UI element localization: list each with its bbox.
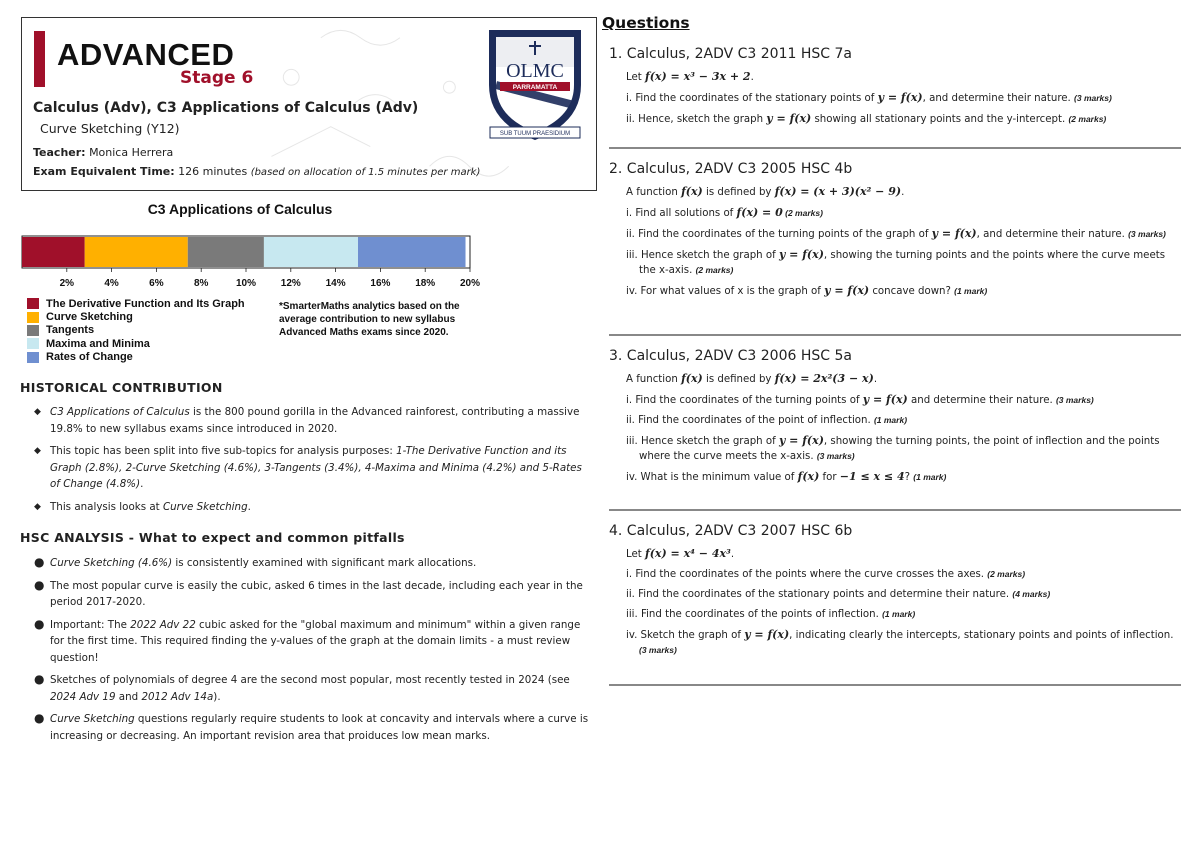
marks-label: (1 mark) [954, 286, 988, 296]
legend-swatch [27, 352, 39, 363]
chart-legend [27, 297, 245, 364]
part-text: Hence sketch the graph of [640, 250, 779, 261]
bar-segment [85, 237, 188, 267]
part-text: for [819, 472, 840, 483]
intro-text: is defined by [702, 374, 775, 385]
bullet-icon: ● [34, 616, 45, 631]
math-expression: f(x) = x³ − 3x + 2 [645, 70, 751, 83]
marks-label: (2 marks) [695, 265, 734, 275]
intro-text: . [873, 374, 878, 385]
part-label: i. [626, 93, 636, 104]
intro-text: Let [626, 72, 645, 83]
exam-time-note: (based on allocation of 1.5 minutes per mark) [250, 167, 481, 178]
math-expression: y = f(x) [862, 393, 908, 406]
x-tick-label: 12% [280, 278, 301, 289]
part-text: Find the coordinates of the points of inflection. [640, 609, 883, 620]
x-tick-label: 2% [59, 278, 75, 289]
x-tick-label: 16% [370, 278, 391, 289]
legend-item [27, 337, 245, 350]
list-item [34, 578, 594, 611]
question-title: 1. Calculus, 2ADV C3 2011 HSC 7a [609, 46, 852, 62]
subtopic-title: Curve Sketching (Y12) [40, 121, 180, 136]
question-part [609, 587, 1181, 602]
math-expression: f(x) = (x + 3)(x² − 9) [774, 185, 902, 198]
marks-label: (3 marks) [1128, 229, 1166, 239]
marks-label: (1 mark) [882, 609, 916, 619]
question-divider [609, 684, 1181, 686]
part-label: ii. [626, 589, 639, 600]
accent-bar [34, 31, 45, 87]
legend-item [27, 351, 245, 364]
math-expression: f(x) = 2x²(3 − x) [774, 372, 874, 385]
part-text: Find the coordinates of the point of inflection. [638, 415, 874, 426]
list-text: cubic asked for the "global maximum and minimum" within a given range for the first time. This required finding the y-values of the graph at the domain limits - a must review question! [50, 618, 581, 664]
question-intro [609, 371, 1181, 387]
crest-text: OLMC [506, 60, 564, 82]
emphasis-text: Curve Sketching [162, 500, 248, 513]
emphasis-text: 2012 Adv 14a [141, 690, 214, 703]
part-text: Sketch the graph of [640, 630, 745, 641]
hsc-heading: HSC ANALYSIS - What to expect and common pitfalls [20, 530, 405, 545]
question-title: 2. Calculus, 2ADV C3 2005 HSC 4b [609, 161, 853, 177]
bullet-icon: ● [34, 577, 45, 592]
legend-item [27, 310, 245, 323]
list-text: is the 800 pound gorilla in the Advanced rainforest, contributing a massive 19.8% to new syllabus exams since introduced in 2020. [50, 406, 580, 435]
legend-label: Tangents [46, 324, 95, 337]
x-tick-label: 10% [235, 278, 257, 289]
part-label: i. [626, 569, 636, 580]
questions-heading: Questions [602, 14, 690, 32]
part-text: Find the coordinates of the turning points of [635, 395, 863, 406]
exam-time-value: 126 minutes [178, 165, 248, 178]
math-expression: f(x) = x⁴ − 4x³ [645, 547, 731, 560]
part-text: Find all solutions of [635, 208, 737, 219]
list-text: Important: The [50, 618, 131, 631]
x-tick-label: 4% [104, 278, 119, 289]
list-text: This analysis looks at [50, 500, 163, 513]
intro-text: Let [626, 549, 645, 560]
question-block [609, 46, 1181, 132]
question-part [609, 469, 1181, 485]
part-text: , and determine their nature. [922, 93, 1075, 104]
math-expression: y = f(x) [744, 628, 790, 641]
x-tick-label: 8% [193, 278, 209, 289]
math-expression: y = f(x) [931, 227, 977, 240]
bullet-icon: ◆ [34, 501, 41, 512]
bullet-icon: ● [34, 555, 45, 569]
topic-title: Calculus (Adv), C3 Applications of Calculus (Adv) [33, 100, 419, 116]
question-part [609, 607, 1181, 622]
part-label: ii. [626, 229, 639, 240]
emphasis-text: Curve Sketching (4.6%) [50, 557, 173, 569]
question-part [609, 433, 1181, 464]
part-text: Hence sketch the graph of [640, 436, 779, 447]
part-label: i. [626, 208, 636, 219]
bullet-icon: ● [34, 711, 45, 725]
x-tick-label: 6% [149, 278, 164, 289]
list-text: The most popular curve is easily the cubic, asked 6 times in the last decade, including each year in the period 2017-2020. [50, 579, 583, 608]
list-item [34, 617, 594, 667]
bar-segment [188, 237, 264, 267]
intro-text: . [750, 72, 754, 83]
list-text: ). [213, 690, 221, 703]
part-text: Find the coordinates of the stationary points of [635, 93, 878, 104]
document-title: ADVANCED [57, 37, 235, 72]
x-tick-label: 20% [459, 278, 481, 289]
legend-label: Maxima and Minima [46, 337, 150, 350]
math-expression: y = f(x) [877, 91, 923, 104]
list-text: is consistently examined with significant mark allocations. [172, 557, 477, 569]
stage-label: Stage 6 [180, 68, 254, 88]
question-divider [609, 509, 1181, 511]
emphasis-text: 1-The Derivative Function and its Graph (2.8%), 2-Curve Sketching (4.6%), 3-Tangents (3.4%), 4-Maxima and Minima (4.2%) and 5-Rates of Change (4.8%) [50, 445, 582, 490]
crest-motto: SUB TUUM PRAESIDIUM [499, 131, 571, 137]
question-part [609, 247, 1181, 278]
bar-segment [358, 237, 466, 267]
marks-label: (3 marks) [639, 645, 677, 655]
intro-text: . [901, 187, 905, 198]
marks-label: (1 mark) [873, 415, 908, 425]
math-expression: f(x) [797, 470, 820, 483]
question-part [609, 413, 1181, 428]
list-text: and [115, 690, 142, 703]
math-expression: f(x) [681, 185, 703, 198]
part-text: ? [904, 472, 914, 483]
legend-label: Rates of Change [46, 351, 133, 364]
teacher-name: Monica Herrera [89, 146, 174, 159]
list-item [34, 404, 594, 437]
x-tick-label: 18% [415, 278, 436, 289]
bar-segment [22, 237, 85, 267]
part-text: What is the minimum value of [640, 472, 798, 483]
stacked-bar-chart [14, 224, 484, 294]
marks-label: (3 marks) [1074, 93, 1112, 103]
bullet-icon: ◆ [34, 407, 41, 417]
question-part [609, 205, 1181, 221]
school-crest-logo [486, 27, 584, 142]
bullet-icon: ◆ [34, 446, 41, 456]
list-item [34, 443, 594, 493]
legend-label: The Derivative Function and Its Graph [46, 297, 245, 310]
part-text: showing all stationary points and the y-intercept. [811, 114, 1069, 125]
marks-label: (2 marks) [1068, 114, 1107, 124]
emphasis-text: Curve Sketching [50, 713, 135, 725]
exam-time-label: Exam Equivalent Time: [33, 165, 175, 178]
bar-segment [264, 237, 358, 267]
list-item [34, 555, 594, 572]
chart-note: *SmarterMaths analytics based on the average contribution to new syllabus Advanced Maths exams since 2020. [279, 301, 460, 338]
part-text: , showing the turning points, the point of inflection and the points where the curve meets the x-axis. [639, 436, 1160, 462]
question-divider [609, 334, 1181, 336]
historical-list [34, 404, 594, 521]
question-block [609, 348, 1181, 490]
question-divider [609, 147, 1181, 149]
list-text: . [247, 500, 251, 513]
part-text: Find the coordinates of the turning points of the graph of [638, 229, 932, 240]
list-text: questions regularly require students to look at concavity and intervals where a curve is increasing or decreasing. An important revision area that proiduces low mean marks. [50, 713, 589, 742]
marks-label: (2 marks) [782, 208, 823, 218]
part-label: iii. [626, 250, 641, 261]
question-part [609, 111, 1181, 127]
legend-swatch [27, 312, 39, 323]
question-block [609, 523, 1181, 663]
math-expression: y = f(x) [766, 112, 812, 125]
hsc-list [34, 555, 594, 750]
part-text: , and determine their nature. [976, 229, 1129, 240]
emphasis-text: 2024 Adv 19 [50, 690, 116, 703]
legend-swatch [27, 338, 39, 349]
question-intro [609, 546, 1181, 562]
question-intro [609, 69, 1181, 85]
legend-item [27, 297, 245, 310]
crest-banner: PARRAMATTA [512, 84, 558, 91]
part-text: concave down? [869, 286, 955, 297]
exam-time-line [33, 165, 480, 178]
math-expression: y = f(x) [778, 434, 824, 447]
question-part [609, 567, 1181, 582]
emphasis-text: 2022 Adv 22 [130, 618, 196, 631]
marks-label: (1 mark) [913, 472, 947, 482]
math-expression: y = f(x) [778, 248, 824, 261]
intro-text: . [730, 549, 735, 560]
list-item [34, 499, 594, 516]
marks-label: (4 marks) [1012, 589, 1051, 599]
math-expression: f(x) [681, 372, 703, 385]
part-label: iii. [626, 436, 641, 447]
part-text: Find the coordinates of the points where the curve crosses the axes. [635, 569, 988, 580]
question-part [609, 627, 1181, 658]
math-expression: y = f(x) [824, 284, 870, 297]
list-text: . [140, 478, 144, 490]
question-part [609, 226, 1181, 242]
part-text: Hence, sketch the graph [638, 114, 767, 125]
legend-swatch [27, 325, 39, 336]
teacher-label: Teacher: [33, 146, 86, 159]
part-text: , indicating clearly the intercepts, stationary points and points of inflection. [789, 630, 1174, 641]
marks-label: (2 marks) [987, 569, 1026, 579]
historical-heading: HISTORICAL CONTRIBUTION [20, 380, 223, 395]
intro-text: A function [626, 374, 682, 385]
part-label: ii. [626, 114, 639, 125]
question-intro [609, 184, 1181, 200]
part-label: iv. [626, 630, 641, 641]
part-text: and determine their nature. [907, 395, 1056, 406]
list-text: Sketches of polynomials of degree 4 are the second most popular, most recently tested in 2024 (see [50, 674, 570, 686]
part-label: iii. [626, 609, 641, 620]
question-title: 3. Calculus, 2ADV C3 2006 HSC 5a [609, 348, 852, 364]
part-text: , showing the turning points and the points where the curve meets the x-axis. [639, 250, 1166, 276]
question-part [609, 392, 1181, 408]
part-label: iv. [626, 286, 641, 297]
legend-swatch [27, 298, 39, 309]
intro-text: is defined by [702, 187, 775, 198]
part-label: iv. [626, 472, 641, 483]
question-part [609, 90, 1181, 106]
x-tick-label: 14% [325, 278, 346, 289]
math-expression: f(x) = 0 [736, 206, 783, 219]
legend-item [27, 324, 245, 337]
chart-title: C3 Applications of Calculus [147, 201, 333, 217]
marks-label: (3 marks) [1055, 395, 1094, 405]
list-item [34, 672, 594, 705]
bullet-icon: ● [34, 672, 45, 686]
part-text: For what values of x is the graph of [640, 286, 825, 297]
list-item [34, 711, 594, 744]
intro-text: A function [626, 187, 682, 198]
part-label: i. [626, 395, 636, 406]
header-box [21, 17, 597, 191]
question-title: 4. Calculus, 2ADV C3 2007 HSC 6b [609, 523, 853, 539]
marks-label: (3 marks) [816, 451, 855, 461]
part-text: Find the coordinates of the stationary points and determine their nature. [638, 589, 1013, 600]
question-part [609, 283, 1181, 299]
emphasis-text: C3 Applications of Calculus [50, 406, 190, 418]
question-block [609, 161, 1181, 304]
list-text: This topic has been split into five sub-topics for analysis purposes: [50, 445, 397, 457]
math-expression: −1 ≤ x ≤ 4 [839, 470, 905, 483]
part-label: ii. [626, 415, 639, 426]
teacher-line [33, 146, 173, 159]
legend-label: Curve Sketching [46, 311, 133, 324]
